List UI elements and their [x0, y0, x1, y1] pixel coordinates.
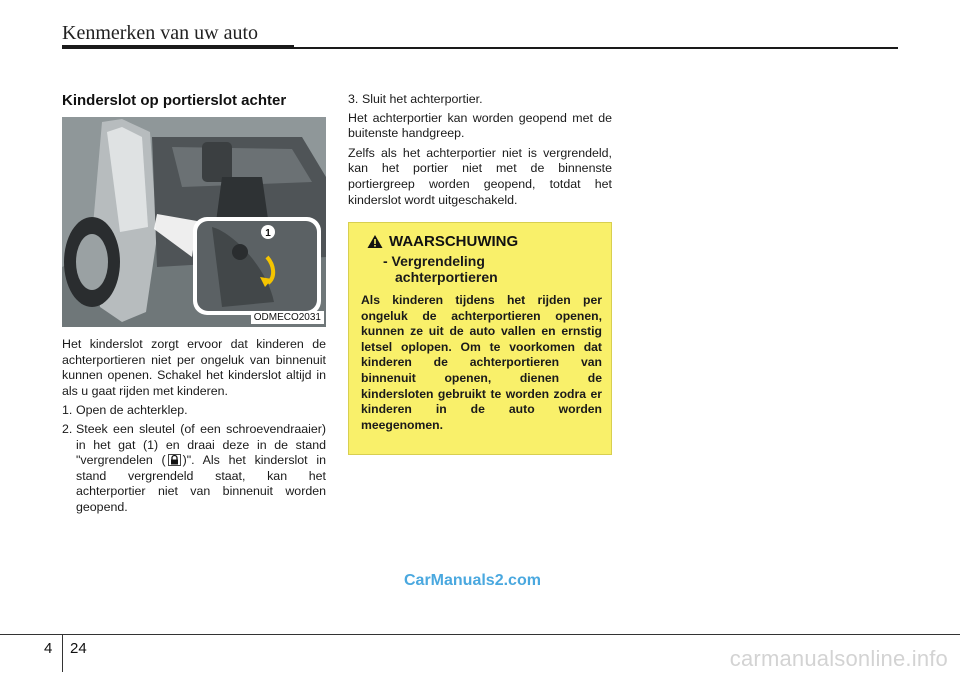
list-item — [62, 403, 326, 419]
car-door-illustration — [62, 117, 326, 327]
list-item — [348, 92, 612, 108]
warning-subtitle-line2: achterportieren — [395, 269, 498, 285]
step-number: 1. — [62, 403, 73, 418]
outer-handle-paragraph: Het achterportier kan worden geopend met de buitenste handgreep. — [348, 110, 612, 141]
page-number: 24 — [70, 640, 87, 657]
step-text: Sluit het achterportier. — [362, 92, 483, 106]
warning-triangle-icon — [367, 234, 383, 249]
step-number: 3. — [348, 92, 359, 106]
page-header-title: Kenmerken van uw auto — [62, 22, 259, 44]
footer-rule — [0, 634, 960, 635]
warning-body: Als kinderen tijdens het rijden per ongeluk de achterportieren openen, kunnen ze uit de auto vallen en ernstig letsel oplopen. Om te voorkomen dat kinderen de achterportieren van binnenuit openen, dienen de kindersloten gebruikt te worden zodra er kinderen in de auto worden meegenomen. — [361, 293, 602, 432]
warning-subtitle-line1: - Vergrendeling — [383, 253, 485, 269]
warning-title: WAARSCHUWING — [389, 233, 519, 250]
header-rule-thick — [62, 45, 294, 49]
warning-box — [348, 222, 612, 455]
warning-header — [367, 233, 602, 250]
footer-divider — [62, 634, 63, 672]
header-rule-thin — [294, 47, 898, 49]
watermark-link[interactable]: CarManuals2.com — [404, 572, 541, 589]
figure-callout-number: 1 — [265, 228, 271, 239]
list-item — [62, 422, 326, 516]
footer-brand: carmanualsonline.info — [729, 646, 948, 671]
step-number: 2. — [62, 421, 73, 436]
right-column — [348, 92, 612, 212]
section-heading: Kinderslot op portierslot achter — [62, 92, 287, 109]
left-column — [62, 337, 326, 519]
intro-paragraph: Het kinderslot zorgt ervoor dat kinderen de achterportieren niet per ongeluk van binnenuit kunnen openen. Schakel het kinderslot altijd in als u gaat rijden met kinderen. — [62, 337, 326, 398]
lock-icon — [168, 454, 181, 466]
chapter-number: 4 — [44, 640, 53, 657]
step-text-before: Steek een sleutel (of een schroevendraaier) in het gat (1) en draai deze in de stand "vergrendelen ( — [76, 421, 326, 468]
step-text — [76, 422, 326, 516]
step-text-after: )". Als het kinderslot in stand vergrendeld staat, kan het achterportier niet van binnenuit worden geopend. — [76, 453, 326, 514]
car-door-figure — [62, 117, 326, 327]
inner-handle-paragraph: Zelfs als het achterportier niet is vergrendeld, kan het portier niet met de binnenste portiergreep worden geopend, totdat het kinderslot wordt uitgeschakeld. — [348, 145, 612, 207]
step-text: Open de achterklep. — [76, 403, 188, 418]
figure-code: ODMECO2031 — [251, 311, 324, 324]
